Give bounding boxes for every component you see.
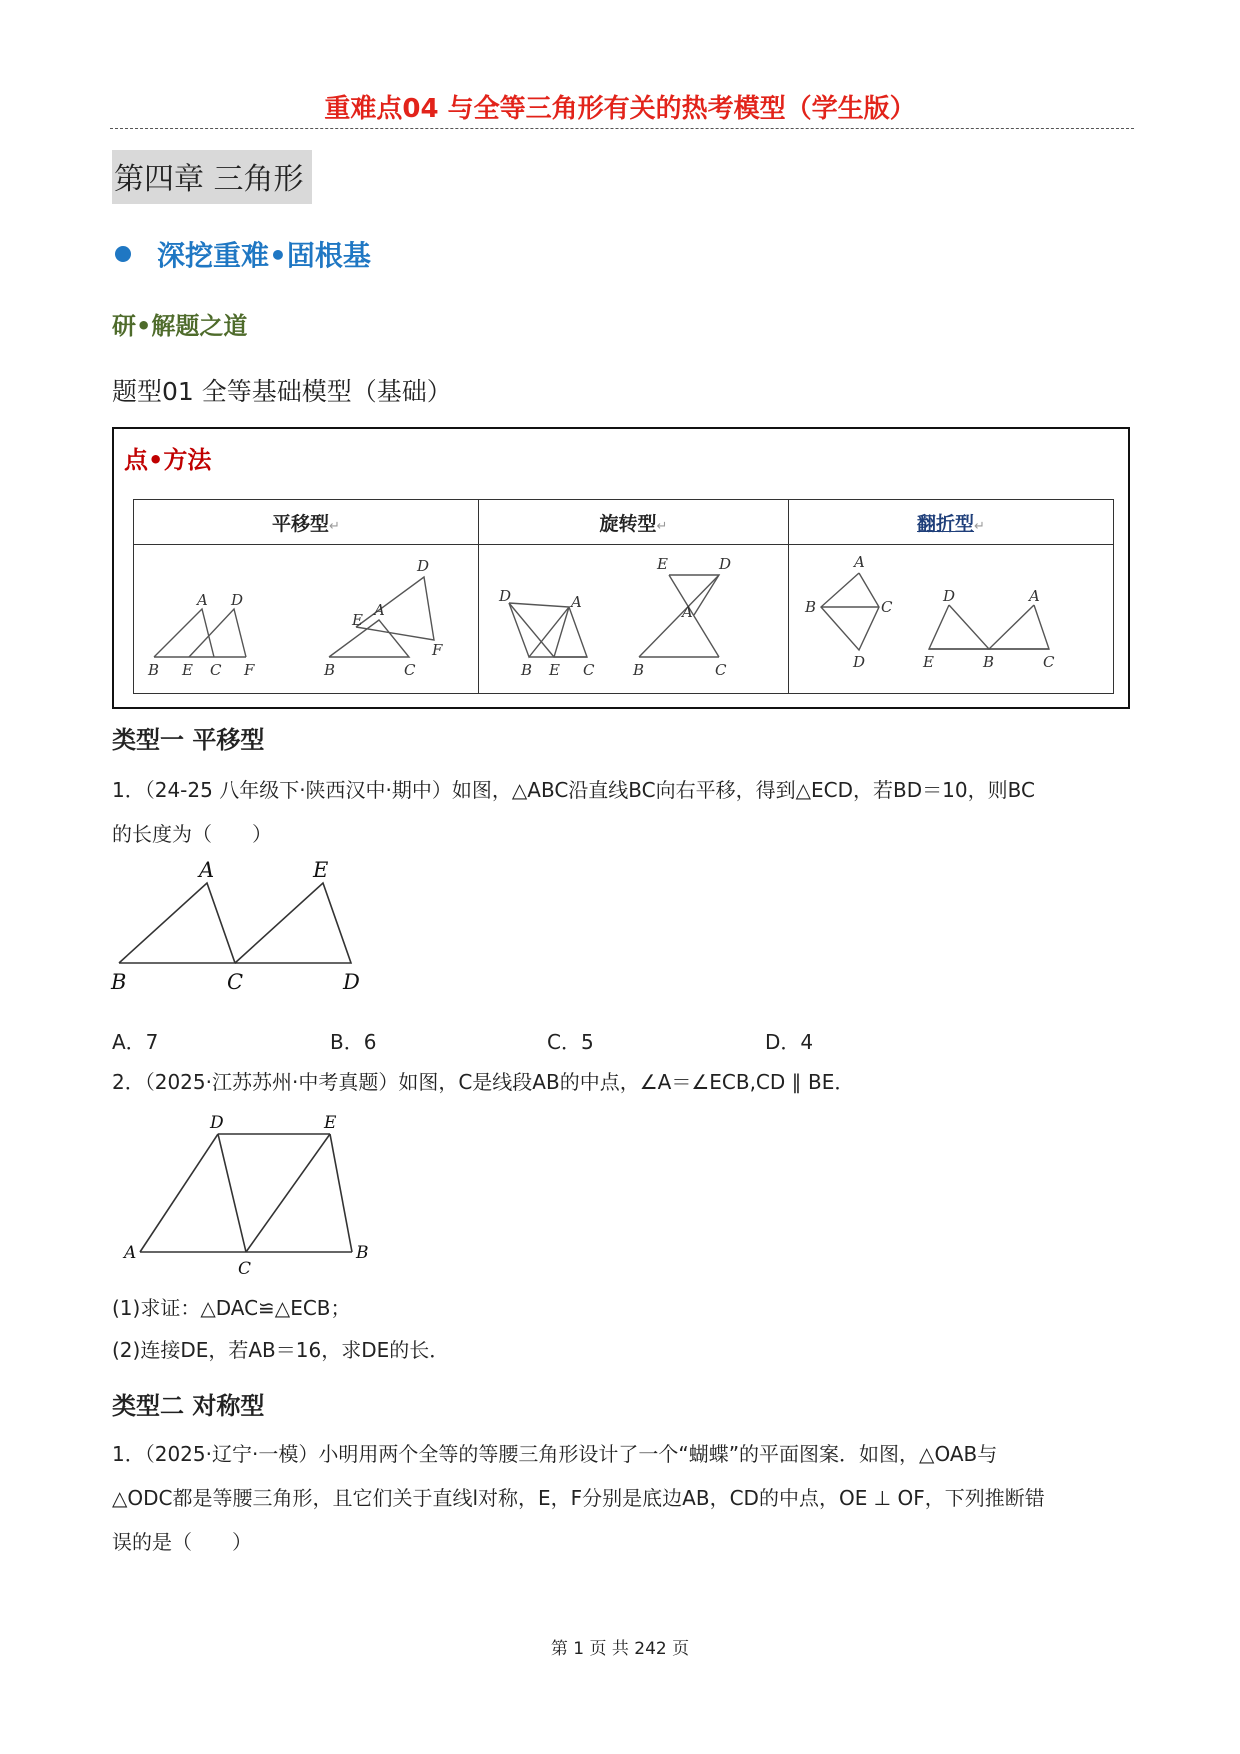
rotation-figure-cell — [479, 545, 789, 694]
option-b[interactable]: B．6 — [330, 1030, 377, 1054]
header-divider — [110, 128, 1134, 129]
svg-text:F: F — [432, 641, 443, 659]
svg-text:C: C — [227, 970, 244, 994]
svg-text:B: B — [633, 661, 645, 679]
subsection-heading: 研•解题之道 — [112, 312, 248, 340]
type1-q2-part2: (2)连接DE，若AB＝16，求DE的长． — [112, 1338, 450, 1362]
svg-text:A: A — [854, 553, 865, 571]
chapter-heading: 第四章 三角形 — [112, 150, 312, 204]
svg-text:B: B — [324, 661, 336, 679]
section-heading — [115, 234, 371, 274]
svg-text:B: B — [356, 1243, 369, 1263]
type1-q2-part1: (1)求证：△DAC≌△ECB； — [112, 1296, 351, 1320]
svg-text:A: A — [682, 603, 693, 621]
svg-text:B: B — [148, 661, 160, 679]
svg-text:B: B — [805, 598, 817, 616]
reflection-figure-cell — [789, 545, 1114, 694]
rotation-diagrams — [479, 545, 789, 689]
svg-text:C: C — [404, 661, 416, 679]
type1-q1-line2: 的长度为（ ） — [112, 822, 272, 846]
document-title: 重难点04 与全等三角形有关的热考模型（学生版） — [324, 94, 916, 124]
svg-text:D: D — [210, 1113, 224, 1133]
translation-diagrams — [134, 545, 479, 689]
svg-text:E: E — [182, 661, 193, 679]
svg-text:D: D — [231, 591, 244, 609]
page-footer: 第 1 页 共 242 页 — [550, 1639, 690, 1659]
svg-text:F: F — [244, 661, 255, 679]
translation-figure-cell — [134, 545, 479, 694]
svg-text:B: B — [983, 653, 995, 671]
svg-text:D: D — [719, 555, 732, 573]
q1-translation-figure — [105, 855, 365, 1005]
svg-text:B: B — [521, 661, 533, 679]
reflection-diagrams — [789, 545, 1114, 689]
svg-text:D: D — [853, 653, 866, 671]
column-head-reflection: 翻折型↵ — [789, 500, 1114, 545]
svg-text:A: A — [197, 591, 208, 609]
svg-text:C: C — [715, 661, 727, 679]
question-type-heading: 题型01 全等基础模型（基础） — [112, 377, 452, 406]
type1-heading: 类型一 平移型 — [112, 726, 265, 754]
q2-parallelogram-figure — [110, 1110, 390, 1280]
method-label: 点•方法 — [124, 446, 212, 474]
svg-text:A: A — [374, 601, 385, 619]
svg-text:D: D — [499, 587, 512, 605]
svg-text:A: A — [571, 593, 582, 611]
svg-text:B: B — [111, 970, 127, 994]
svg-text:C: C — [1043, 653, 1055, 671]
column-head-rotation: 旋转型↵ — [479, 500, 789, 545]
svg-text:A: A — [124, 1243, 137, 1263]
svg-text:E: E — [352, 611, 363, 629]
section-title: 深挖重难•固根基 — [157, 239, 371, 272]
svg-text:E: E — [324, 1113, 337, 1133]
svg-text:C: C — [583, 661, 595, 679]
svg-text:E: E — [923, 653, 934, 671]
bullet-icon — [115, 246, 131, 262]
type2-q1-line3: 误的是（ ） — [112, 1530, 252, 1554]
svg-text:A: A — [1029, 587, 1040, 605]
svg-text:D: D — [417, 557, 430, 575]
svg-text:C: C — [210, 661, 222, 679]
svg-text:D: D — [943, 587, 956, 605]
svg-text:E: E — [657, 555, 668, 573]
svg-text:D: D — [343, 970, 360, 994]
type2-q1-line1: 1．（2025·辽宁·一模）小明用两个全等的等腰三角形设计了一个“蝴蝶”的平面图案．如图，△OAB与 — [112, 1442, 998, 1466]
option-a[interactable]: A．7 — [112, 1030, 159, 1054]
type2-heading: 类型二 对称型 — [112, 1392, 265, 1420]
type2-q1-line2: △ODC都是等腰三角形，且它们关于直线l对称，E，F分别是底边AB，CD的中点，OE ⊥ OF，下列推断错 — [112, 1486, 1045, 1510]
svg-text:E: E — [313, 858, 329, 882]
svg-text:C: C — [881, 598, 893, 616]
svg-text:E: E — [549, 661, 560, 679]
model-table — [133, 499, 1114, 694]
type1-q2-line1: 2．（2025·江苏苏州·中考真题）如图，C是线段AB的中点，∠A＝∠ECB,CD ∥ BE． — [112, 1070, 855, 1094]
option-c[interactable]: C．5 — [547, 1030, 594, 1054]
column-head-translation: 平移型↵ — [134, 500, 479, 545]
svg-text:A: A — [199, 858, 215, 882]
type1-q1-line1: 1．（24-25 八年级下·陕西汉中·期中）如图，△ABC沿直线BC向右平移，得到△ECD，若BD＝10，则BC — [112, 778, 1035, 802]
option-d[interactable]: D．4 — [765, 1030, 814, 1054]
svg-text:C: C — [238, 1259, 252, 1279]
